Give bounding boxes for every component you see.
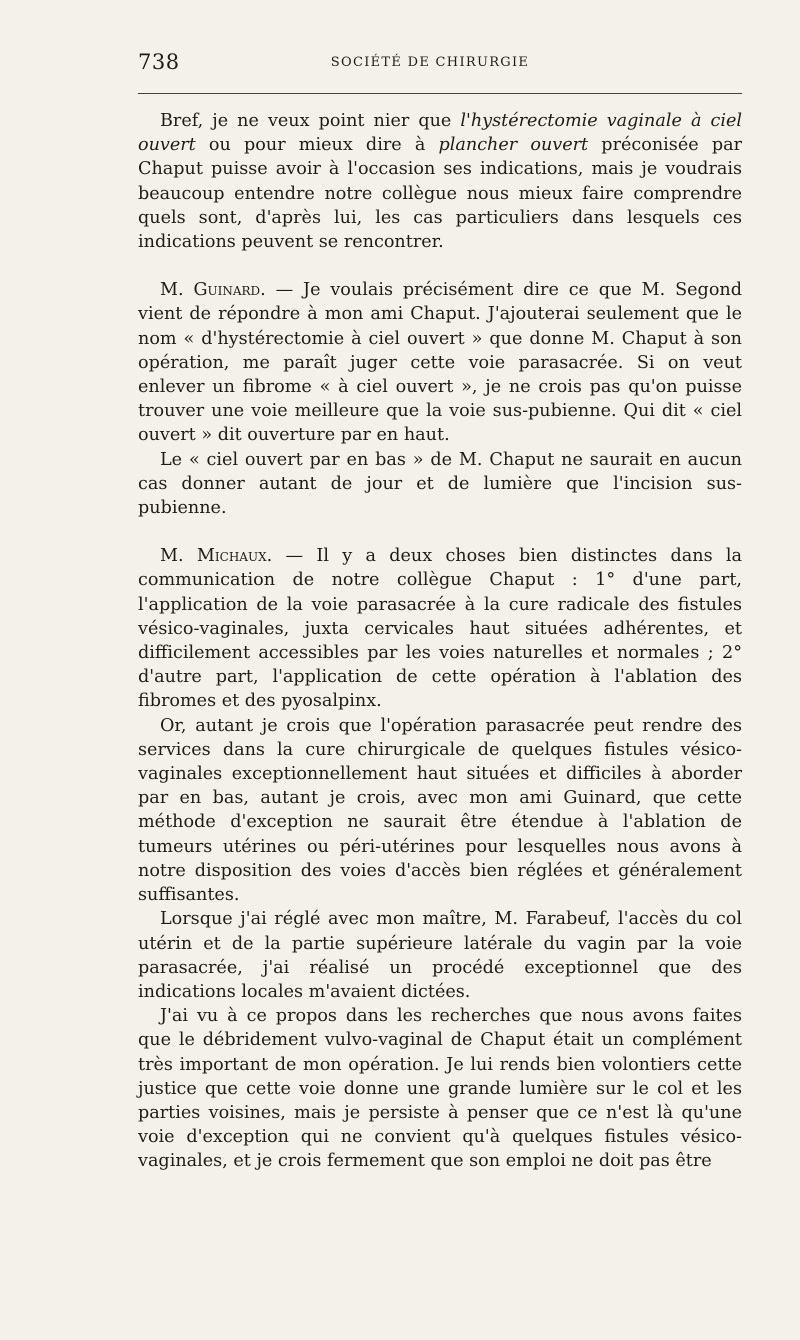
paragraph-intro	[138, 109, 742, 254]
page-header	[138, 50, 742, 80]
header-rule	[138, 93, 742, 94]
paragraph-michaux-4: J'ai vu à ce propos dans les recherches que nous avons faites que le débridement vulvo-vaginal de Chaput était un complément très important de mon opération. Je lui rends bien volontiers cette justice que cette voie donne une grande lumière sur le col et les parties voisines, mais je persiste à penser que ce n'est là qu'une voie d'exception qui ne convient qu'à quelques fistules vésico-vaginales, et je crois fermement que son emploi ne doit pas être	[138, 1006, 742, 1172]
paragraph-michaux	[138, 544, 742, 713]
page-number: 738	[138, 50, 180, 74]
paragraph-michaux-3: Lorsque j'ai réglé avec mon maître, M. Farabeuf, l'accès du col utérin et de la partie supérieure latérale du vagin par la voie parasacrée, j'ai réalisé un procédé exceptionnel que des indications locales m'avaient dictées.	[138, 909, 742, 1002]
intro-text-start: Bref, je ne veux point nier que	[160, 111, 461, 131]
intro-emphasis-hysterectomy: l'hystérectomie vaginale à ciel ouvert	[138, 111, 742, 156]
intro-text-middle: ou pour mieux dire à	[195, 135, 439, 156]
speaker-guinard: M. Guinard.	[160, 280, 266, 301]
intro-emphasis-plancher: plancher ouvert	[438, 135, 589, 156]
paragraph-guinard	[138, 278, 742, 447]
guinard-text: — Je voulais précisément dire ce que M. Segond vient de répondre à mon ami Chaput. J'ajouterai seulement que le nom « d'hystérectomie à ciel ouvert » que donne M. Chaput à son opération, me paraît juger cette voie parasacrée. Si on veut enlever un fibrome « à ciel ouvert », je ne crois pas qu'on puisse trouver une voie meilleure que la voie sus-pubienne. Qui dit « ciel ouvert » dit ouverture par en haut.	[138, 280, 743, 446]
intro-text-end: préconisée par Chaput puisse avoir à l'occasion ses indications, mais je voudrais beaucoup entendre notre collègue nous mieux faire comprendre quels sont, d'après lui, les cas particuliers dans lesquels ces indications peuvent se rencontrer.	[138, 135, 742, 253]
michaux-text: — Il y a deux choses bien distinctes dans la communication de notre collègue Chaput : 1° d'une part, l'application de la voie parasacrée à la cure radicale des fistules vésico-vaginales, juxta cervicales haut situées adhérentes, et difficilement accessibles par les voies naturelles et normales ; 2° d'autre part, l'application de cette opération à l'ablation des fibromes et des pyosalpinx.	[138, 546, 742, 712]
paragraph-michaux-2: Or, autant je crois que l'opération parasacrée peut rendre des services dans la cure chirurgicale de quelques fistules vésico-vaginales exceptionnellement haut situées et difficiles à aborder par en bas, autant je crois, avec mon ami Guinard, que cette méthode d'exception ne saurait être étendue à l'ablation de tumeurs utérines ou péri-utérines pour lesquelles nous avons à notre disposition des voies d'accès bien réglées et généralement suffisantes.	[138, 715, 742, 906]
running-title: SOCIÉTÉ DE CHIRURGIE	[330, 55, 530, 70]
page-body	[138, 109, 742, 1174]
speaker-michaux: M. Michaux.	[160, 546, 273, 567]
paragraph-guinard-2: Le « ciel ouvert par en bas » de M. Chaput ne saurait en aucun cas donner autant de jour et de lumière que l'incision sus-pubienne.	[138, 449, 742, 519]
